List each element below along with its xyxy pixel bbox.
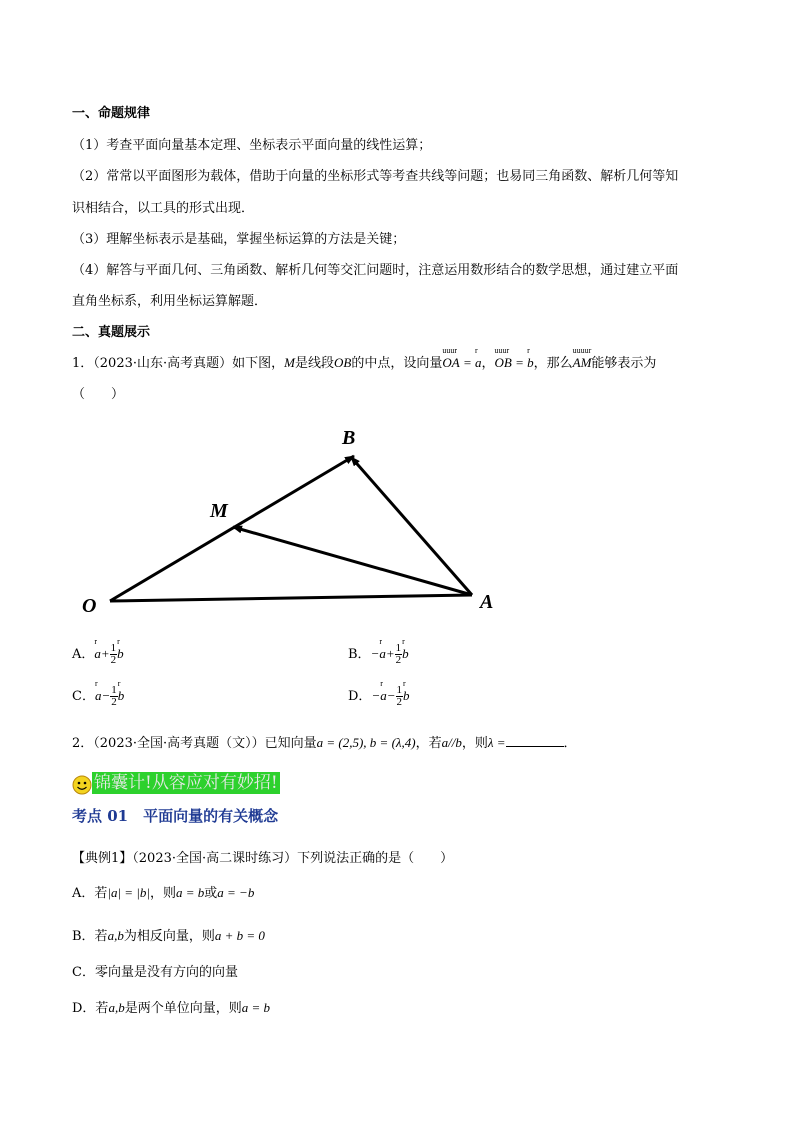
label-o: O (82, 595, 97, 617)
fraction-half: $\frac{1}{2}$ (111, 684, 117, 708)
q1-text-mid2: 的中点，设向量 (351, 356, 443, 371)
vector-am-arrow (233, 527, 472, 595)
example-1-option-b[interactable]: B．若a,b为相反向量，则a + b = 0 (72, 928, 265, 944)
q2-answer-blank[interactable] (506, 734, 564, 747)
example-1-option-d[interactable]: D．若a,b是两个单位向量，则a = b (72, 1000, 270, 1016)
option-c[interactable]: C． r a− $\frac{1}{2}$ r b (72, 679, 125, 708)
rule-1: （1）考查平面向量基本定理、坐标表示平面向量的线性运算； (72, 138, 432, 153)
q2-text-mid: ，若 (415, 736, 442, 751)
q1-vector-am: uuuur AM (572, 346, 592, 370)
fraction-half: $\frac{1}{2}$ (110, 642, 117, 666)
triangle-figure (70, 420, 520, 620)
option-d-letter: D． (348, 689, 372, 704)
fraction-half: $\frac{1}{2}$ (396, 684, 402, 708)
rule-3: （3）理解坐标表示是基础，掌握坐标运算的方法是关键； (72, 232, 406, 247)
section-title-real-exams: 二、真题展示 (72, 325, 151, 340)
label-m: M (210, 500, 228, 522)
label-b: B (342, 427, 356, 449)
q1-text-mid: 是线段 (294, 356, 334, 371)
q1-text-tail: ，那么 (533, 356, 573, 371)
option-a-letter: A． (72, 647, 95, 662)
rule-2-line1: （2）常常以平面图形为载体，借助于向量的坐标形式等考查共线等问题；也易同三角函数、解析几何等知 (72, 169, 679, 184)
q2-end: ． (563, 736, 577, 751)
kaodian-title: 考点 01 平面向量的有关概念 (72, 807, 279, 825)
tips-banner-text: 锦囊计!从容应对有妙招! (94, 773, 278, 793)
vector-ab-arrow (351, 457, 472, 595)
section-title-rules: 一、命题规律 (72, 106, 151, 121)
example-1-head: 【典例1】（2023·全国·高二课时练习）下列说法正确的是（ ） (72, 851, 454, 866)
smiley-icon (72, 775, 92, 795)
q1-vector-a: r a (474, 346, 482, 370)
q1-vector-b: r b (527, 346, 534, 370)
question-1-stem: 1．（2023·山东·高考真题）如下图，M是线段OB的中点，设向量 uuur OA = r a， uuur OB = r b，那么 uuuur AM能够表示为 (72, 346, 657, 371)
rule-4-line2: 直角坐标系，利用坐标运算解题． (72, 294, 268, 309)
q2-parallel: a//b (441, 735, 462, 750)
q1-vector-oa: uuur OA (442, 346, 460, 370)
q1-segment-ob: OB (333, 355, 352, 370)
rule-2-line2: 识相结合，以工具的形式出现． (72, 201, 255, 216)
option-b-letter: B． (348, 647, 371, 662)
example-1-option-c[interactable]: C．零向量是没有方向的向量 (72, 965, 238, 980)
option-b[interactable]: B．− r a+ $\frac{1}{2}$ r b (348, 637, 409, 666)
q2-prefix: 2．（2023·全国·高考真题（文））已知向量 (72, 736, 317, 751)
q1-prefix: 1．（2023·山东·高考真题）如下图， (72, 356, 285, 371)
q1-answer-paren: （ ） (72, 387, 125, 402)
segment-oa (110, 595, 472, 601)
option-c-letter: C． (72, 689, 95, 704)
vector-ob-arrow (110, 456, 354, 601)
q2-text-tail: ，则 (461, 736, 488, 751)
fraction-half: $\frac{1}{2}$ (395, 642, 402, 666)
tips-banner (72, 768, 280, 795)
option-d[interactable]: D．− r a− $\frac{1}{2}$ r b (348, 679, 410, 708)
q1-vector-ob: uuur OB (494, 346, 512, 370)
q2-lambda: λ = (487, 735, 506, 750)
question-2-stem (72, 732, 577, 751)
example-1-option-a[interactable]: A．若|a| = |b|，则a = b或a = −b (72, 885, 255, 901)
q2-vectors: a = (2,5), b = (λ,4) (316, 735, 416, 750)
rule-4-line1: （4）解答与平面几何、三角函数、解析几何等交汇问题时，注意运用数形结合的数学思想，通过建立平面 (72, 263, 679, 278)
q1-text-end: 能够表示为 (591, 356, 657, 371)
label-a: A (480, 591, 494, 613)
q1-point-m: M (284, 355, 295, 370)
option-a[interactable]: A． r a+ $\frac{1}{2}$ r b (72, 637, 124, 666)
